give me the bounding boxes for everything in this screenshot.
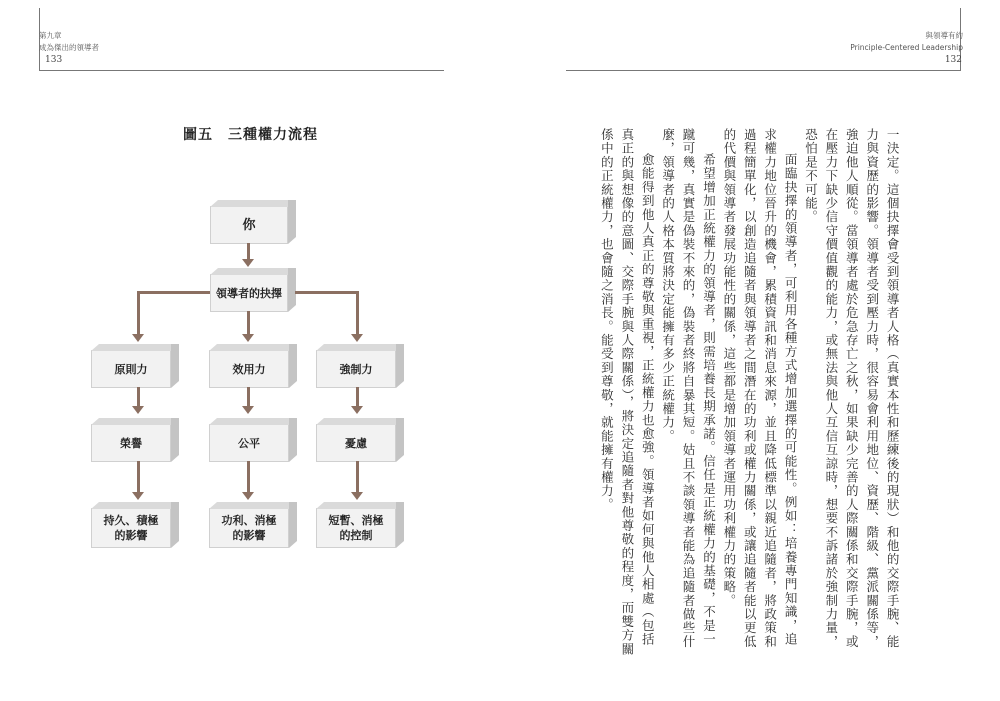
box-short-negative-control: 短暫、消極 的控制 — [316, 508, 396, 548]
connector — [137, 461, 140, 493]
right-header-rule — [566, 70, 961, 71]
arrow-head — [242, 406, 254, 414]
box-fairness: 公平 — [209, 424, 289, 462]
box-coercive-power: 強制力 — [316, 350, 396, 388]
connector — [247, 461, 250, 493]
connector — [137, 387, 140, 407]
body-text — [596, 128, 902, 658]
arrow-head — [351, 334, 363, 342]
connector — [247, 243, 250, 260]
figure-title: 圖五 三種權力流程 — [183, 127, 318, 143]
box-honor: 榮譽 — [91, 424, 171, 462]
connector — [295, 291, 358, 294]
box-lasting-positive-influence: 持久、積極 的影響 — [91, 508, 171, 548]
connector — [356, 291, 359, 335]
connector — [247, 387, 250, 407]
paragraph: 愈能得到他人真正的尊敬與重視，正統權力也愈強。領導者如何與他人相處（包括真正的與想像的意圖、交際手腕與人際關係），將決定追隨者對他尊敬的程度，而雙方關係中的正統權力，也會隨之消長。能受到尊敬，就能擁有權力。 — [599, 128, 656, 657]
right-page-number: 132 — [944, 55, 962, 65]
connector — [356, 387, 359, 407]
box-you: 你 — [210, 206, 288, 244]
arrow-head — [132, 406, 144, 414]
box-principle-power: 原則力 — [91, 350, 171, 388]
connector — [137, 291, 210, 294]
connector — [356, 461, 359, 493]
right-running-header — [850, 30, 963, 54]
arrow-head — [242, 492, 254, 500]
connector — [247, 311, 250, 335]
arrow-head — [242, 334, 254, 342]
chapter-title: 成為傑出的領導者 — [39, 43, 99, 52]
left-header-rule — [39, 70, 444, 71]
book-subtitle: Principle-Centered Leadership — [850, 43, 963, 52]
box-utility-power: 效用力 — [209, 350, 289, 388]
box-leader-choice: 領導者的抉擇 — [210, 274, 288, 312]
box-fear: 憂慮 — [316, 424, 396, 462]
paragraph: 一決定。這個抉擇會受到領導者人格（真實本性和歷練後的現狀）和他的交際手腕、能力與資歷的影響。領導者受到壓力時，很容易會利用地位、資歷、階級、黨派關係等，強迫他人順從。當領導者處於危急存亡之秋，如果缺少完善的人際關係和交際手腕，或在壓力下缺少信守價值觀的能力，或無法與他人互信互諒時，想要不訴諸於強制力量，恐怕是不可能。 — [803, 128, 901, 649]
paragraph: 面臨抉擇的領導者，可利用各種方式增加選擇的可能性。例如：培養專門知識，追求權力地位晉升的機會，累積資訊和消息來源，並且降低標準以親近追隨者，將政策和過程簡單化，以創造追隨者與領導者之間潛在的功利或權力關係，或讓追隨者能以更低的代價與領導者發展功能性的關係，這些都是增加領導者運用功利權力的策略。 — [721, 128, 799, 649]
connector — [137, 291, 140, 335]
chapter-label: 第九章 — [39, 31, 62, 40]
arrow-head — [132, 492, 144, 500]
arrow-head — [242, 259, 254, 267]
arrow-head — [132, 334, 144, 342]
box-utilitarian-negative-influence: 功利、消極 的影響 — [209, 508, 289, 548]
arrow-head — [351, 492, 363, 500]
arrow-head — [351, 406, 363, 414]
left-page-number: 133 — [45, 55, 63, 65]
paragraph: 希望增加正統權力的領導者，則需培養長期承諾。信任是正統權力的基礎，不是一蹴可幾，真實是偽裝不來的，偽裝者終將自暴其短。姑且不談領導者能為追隨者做些什麼，領導者的人格本質將決定能擁有多少正統權力。 — [660, 128, 717, 649]
book-title: 與領導有約 — [925, 31, 963, 40]
left-running-header — [39, 30, 99, 54]
